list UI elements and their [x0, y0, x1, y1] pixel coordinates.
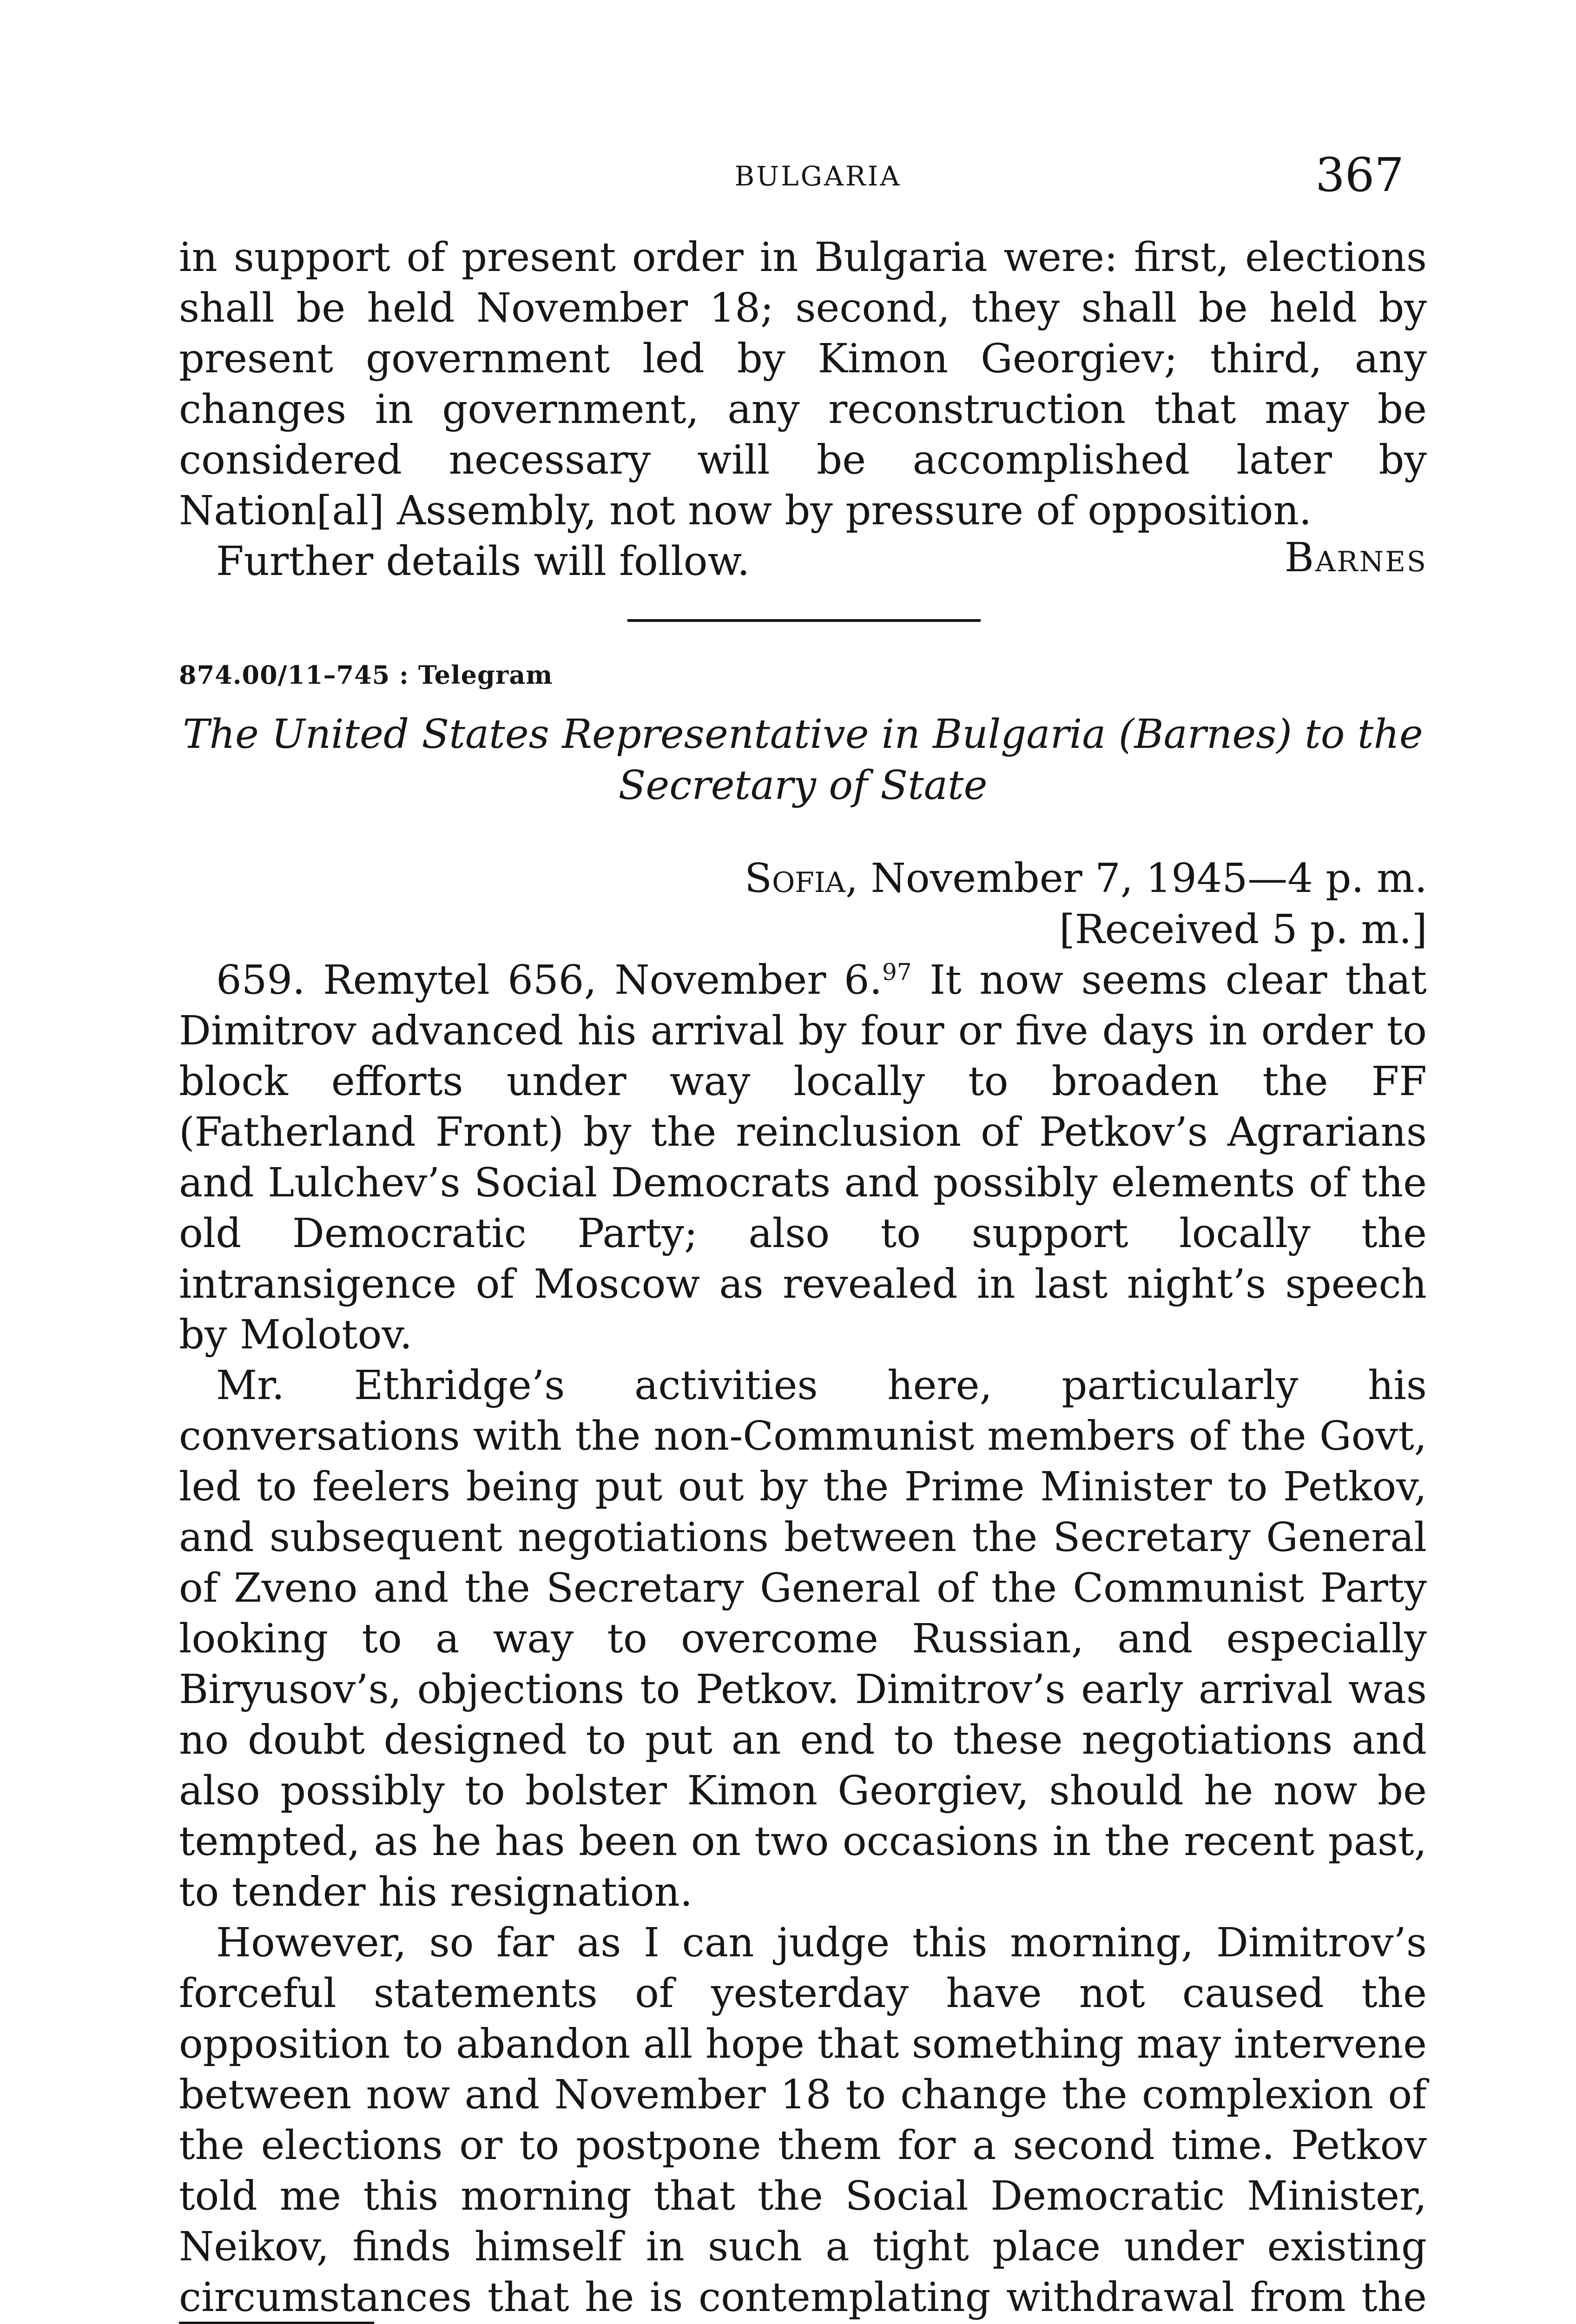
telegram-body [179, 955, 1427, 2324]
dateline-place: Sofia [745, 855, 845, 902]
closing-line: Further details will follow. [216, 538, 750, 585]
body-paragraph-2: Mr. Ethridge’s activities here, particularly his conversations with the non-Communist members of the Govt, led to feelers being put out by the Prime Minister to Petkov, and subsequent negotiations between the Secretary General of Zveno and the Secretary General of the Communist Party looking to a way to overcome Russian, and especially Biryusov’s, objections to Petkov. Dimitrov’s early arrival was no doubt designed to put an end to these negotiations and also possibly to bolster Kimon Georgiev, should he now be tempted, as he has been on two occasions in the recent past, to tender his resignation. [179, 1362, 1427, 1915]
p1-opening: 659. Remytel 656, November 6. [216, 957, 883, 1004]
body-paragraph-3: However, so far as I can judge this morning, Dimitrov’s forceful statements of yesterday have not caused the opposition to abandon all hope that something may intervene between now and November 18 to change the complexion of the elections or to postpone them for a second time. Petkov told me this morning that the Social Democratic Minister, Neikov, finds himself in such a tight place under existing circumstances that he is contemplating withdrawal from the [179, 1920, 1427, 2321]
signature: Barnes [1284, 535, 1427, 581]
running-header-title: BULGARIA [734, 160, 902, 192]
document-heading: The United States Representative in Bulgaria (Barnes) to the Secretary of State [183, 711, 1423, 809]
p1-continuation: It now seems clear that Dimitrov advanced his arrival by four or five days in order to block efforts under way locally to broaden the FF (Fatherland Front) by the reinclusion of Petkov’s Agrarians and Lulchev’s Social Democrats and possibly elements of the old Democratic Party; also to support locally the intransigence of Moscow as revealed in last night’s speech by Molotov. [179, 957, 1427, 1358]
page-number: 367 [1315, 148, 1404, 202]
dateline-sent [745, 853, 1427, 904]
dateline-date: , November 7, 1945—4 p. m. [845, 855, 1427, 902]
section-divider [627, 619, 981, 622]
continued-paragraph: in support of present order in Bulgaria were: first, elections shall be held November 18; second, they shall be held by present government led by Kimon Georgiev; third, any changes in government, any reconstruction that may be considered necessary will be accomplished later by Nation[al] Assembly, not now by pressure of opposition. [179, 234, 1427, 534]
dateline [745, 853, 1427, 955]
body-paragraph-1 [179, 955, 1427, 1360]
footnote-rule [179, 2322, 374, 2324]
continued-text [179, 232, 1427, 587]
dateline-received: [Received 5 p. m.] [1059, 906, 1427, 953]
footnote-reference: 97 [882, 958, 912, 986]
document-reference: 874.00/11–745 : Telegram [179, 660, 553, 690]
